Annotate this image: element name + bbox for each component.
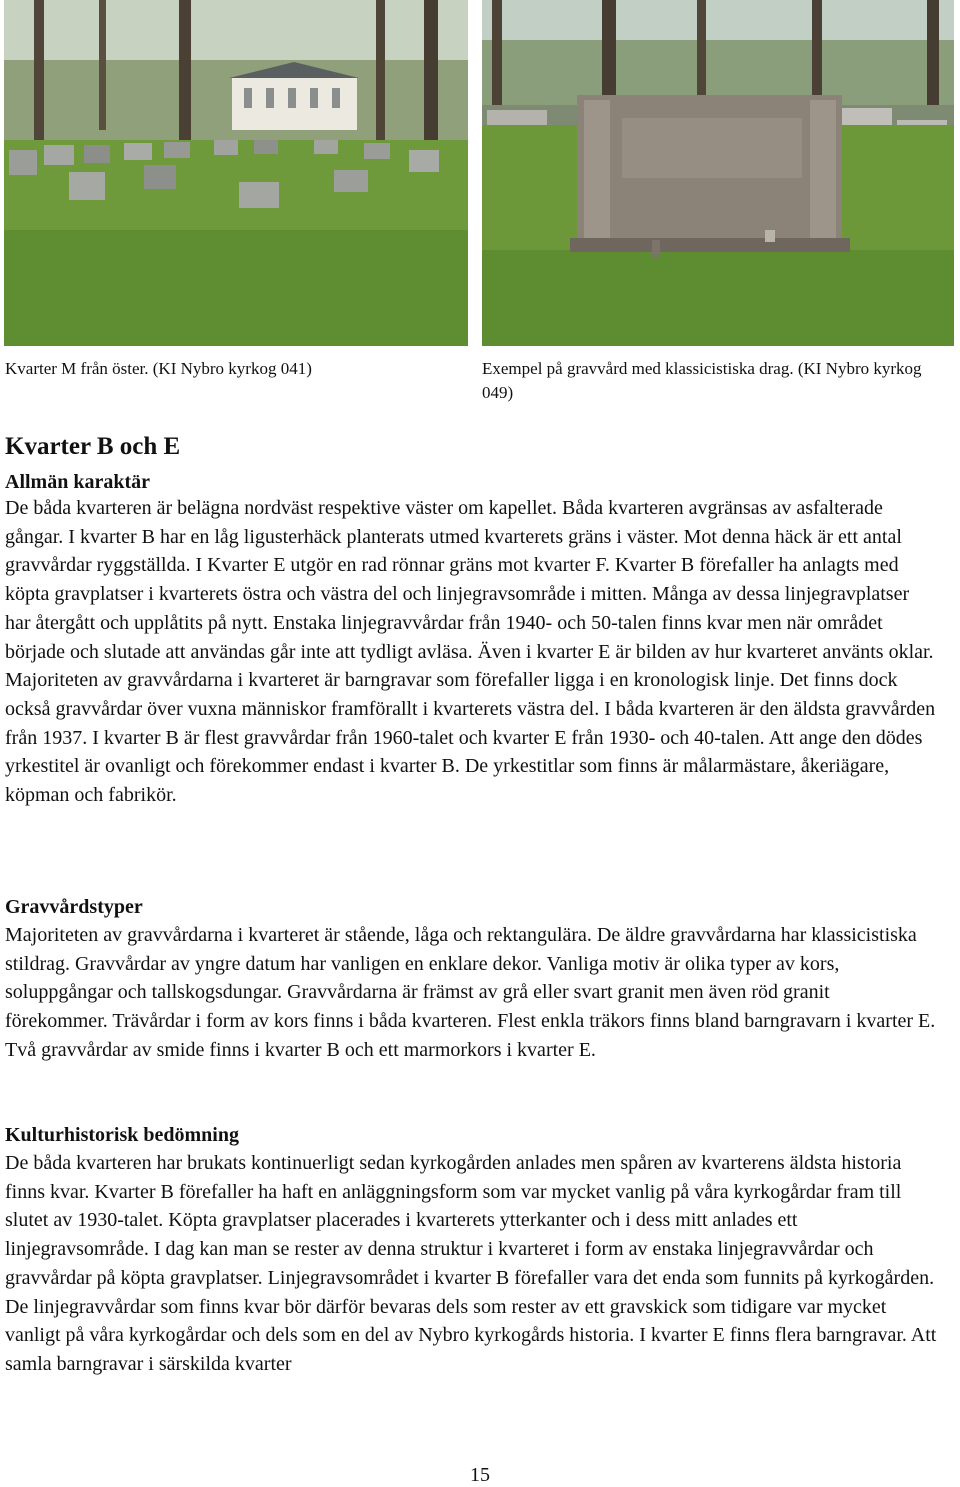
page-number: 15 — [470, 1464, 490, 1486]
section-title: Kvarter B och E — [5, 433, 181, 460]
heading-assessment: Kulturhistorisk bedömning — [5, 1124, 239, 1146]
photo-caption-left: Kvarter M från öster. (KI Nybro kyrkog 041) — [5, 359, 312, 378]
paragraph-general: De båda kvarteren är belägna nordväst respektive väster om kapellet. Båda kvarteren avgränsas av asfalterade gångar. I kvarter B har en låg ligusterhäck planterats utmed kvarterets gräns i väster. Mot denna häck är ett antal gravvårdar ryggställda. I Kvarter E utgör en rad rönnar gräns mot kvarter F. Kvarter B förefaller ha anlagts med köpta gravplatser i kvarterets östra och västra del och linjegravsområde i mitten. Många av dessa linjegravplatser har återgått och upplåtits på nytt. Enstaka linjegravvårdar från 1940- och 50-talen finns kvar men när området började och slutade att användas går inte att tydligt avläsa. Även i kvarter E är bilden av hur kvarteret använts oklar. Majoriteten av gravvårdarna i kvarteret är barngravar som förefaller ligga i en kronologisk linje. Det finns dock också gravvårdar över vuxna människor framförallt i kvarterets västra del. I båda kvarteren är den äldsta gravvården från 1937. I kvarter B är flest gravvårdar från 1960-talet och kvarter E från 1930- och 40-talen. Att ange den dödes yrkestitel är ovanligt och förekommer endast i kvarter B. De yrkestitlar som finns är målarmästare, åkeriägare, köpman och fabrikör. — [5, 497, 936, 807]
heading-types: Gravvårdstyper — [5, 896, 143, 918]
paragraph-types: Majoriteten av gravvårdarna i kvarteret är stående, låga och rektangulära. De äldre gravvårdarna har klassicistiska stildrag. Gravvårdar av yngre datum har vanligen en enklare dekor. Vanliga motiv är olika typer av kors, soluppgångar och tallskogsdungar. Gravvårdarna är främst av grå eller svart granit men även röd granit förekommer. Trävårdar i form av kors finns i båda kvarteren. Flest enkla träkors finns bland barngravarn i kvarter E. Två gravvårdar av smide finns i kvarter B och ett marmorkors i kvarter E. — [5, 924, 936, 1061]
photo-gravvard — [482, 0, 954, 346]
photo-caption-right: Exempel på gravvård med klassicistiska drag. (KI Nybro kyrkog 049) — [482, 359, 922, 402]
heading-general: Allmän karaktär — [5, 471, 150, 493]
photo-kvarter-m — [4, 0, 468, 346]
paragraph-assessment: De båda kvarteren har brukats kontinuerligt sedan kyrkogården anlades men spåren av kvarterens äldsta historia finns kvar. Kvarter B förefaller ha haft en anläggningsform som var mycket vanlig på våra kyrkogårdar fram till slutet av 1930-talet. Köpta gravplatser placerades i kvarterets ytterkanter och i dess mitt anlades ett linjegravsområde. I dag kan man se rester av denna struktur i kvarteret i form av enstaka linjegravvårdar och gravvårdar på köpta gravplatser. Linjegravsområdet i kvarter B förefaller vara det enda som funnits på kyrkogården. De linjegravvårdar som finns kvar bör därför bevaras dels som rester av ett gravskick som tidigare var mycket vanligt på våra kyrkogårdar och dels som en del av Nybro kyrkogårds historia. I kvarter E finns flera barngravar. Att samla barngravar i särskilda kvarter — [5, 1152, 937, 1375]
